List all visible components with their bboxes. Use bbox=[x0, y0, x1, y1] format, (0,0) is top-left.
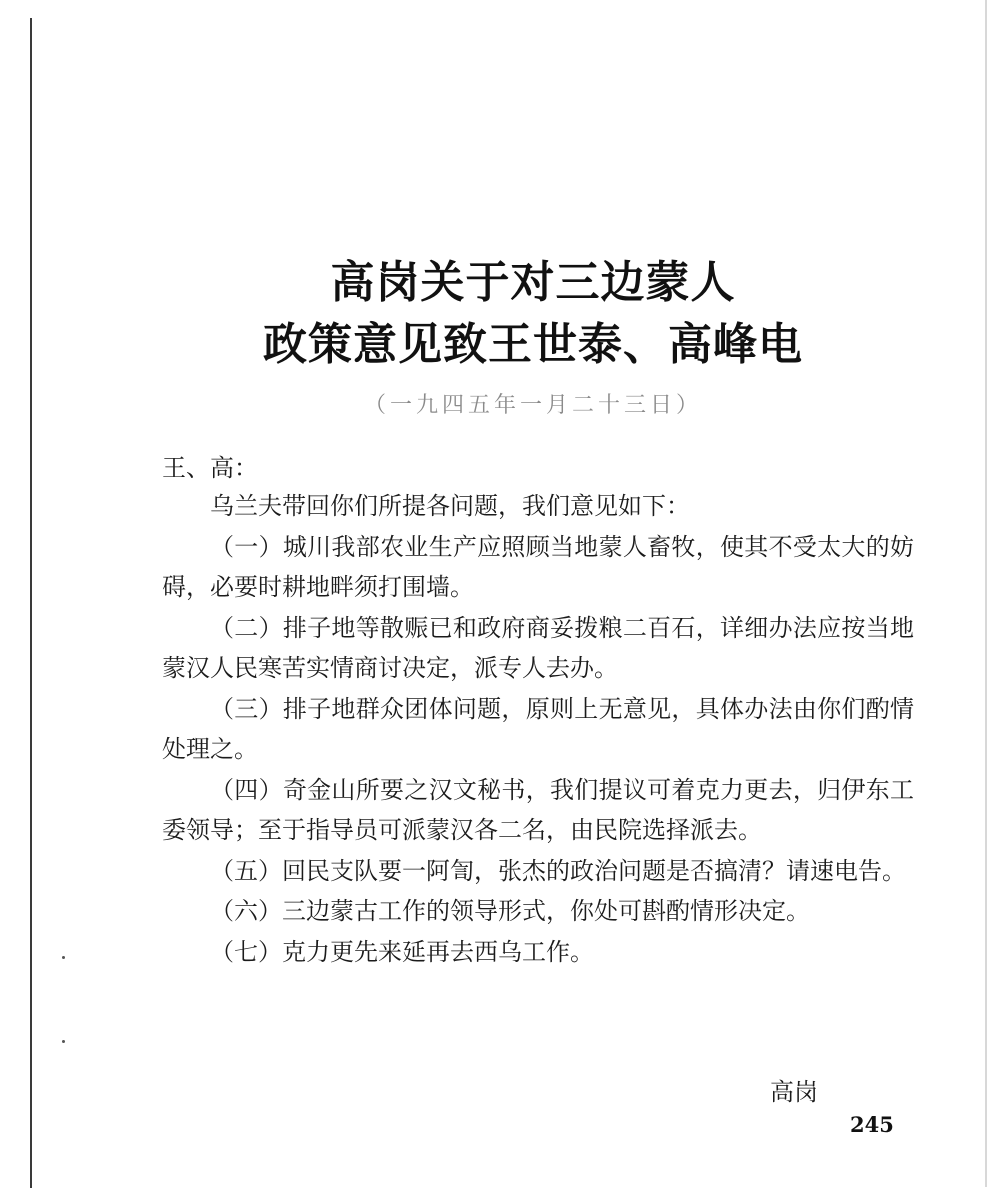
paragraph-intro: 乌兰夫带回你们所提各问题，我们意见如下： bbox=[210, 492, 690, 520]
signature: 高岗 bbox=[770, 1078, 818, 1106]
paragraph-item-7: （七）克力更先来延再去西乌工作。 bbox=[210, 937, 594, 966]
scan-edge-right bbox=[985, 0, 987, 1187]
document-title-line-1: 高岗关于对三边蒙人 bbox=[330, 257, 736, 308]
salutation: 王、高： bbox=[162, 454, 258, 482]
document-body bbox=[162, 486, 914, 972]
paragraph-item-4: （四）奇金山所要之汉文秘书，我们提议可着克力更去，归伊东工委领导；至于指导员可派蒙汉各二名，由民院选择派去。 bbox=[162, 775, 914, 844]
scan-speck bbox=[62, 1040, 65, 1043]
paragraph-item-1: （一）城川我部农业生产应照顾当地蒙人畜牧，使其不受太大的妨碍，必要时耕地畔须打围墙。 bbox=[162, 532, 914, 601]
paragraph-item-3: （三）排子地群众团体问题，原则上无意见，具体办法由你们酌情处理之。 bbox=[162, 694, 914, 763]
paragraph-item-6: （六）三边蒙古工作的领导形式，你处可斟酌情形决定。 bbox=[210, 897, 810, 925]
paragraph-item-2: （二）排子地等散赈已和政府商妥拨粮二百石，详细办法应按当地蒙汉人民寒苦实情商讨决定，派专人去办。 bbox=[162, 613, 914, 682]
page-number: 245 bbox=[850, 1112, 894, 1137]
scan-edge-left bbox=[30, 18, 32, 1188]
scan-speck bbox=[62, 956, 65, 959]
document-date: （一九四五年一月二十三日） bbox=[363, 393, 702, 418]
paragraph-item-5: （五）回民支队要一阿訇，张杰的政治问题是否搞清？请速电告。 bbox=[210, 856, 906, 885]
document-title-line-2: 政策意见致王世泰、高峰电 bbox=[263, 319, 803, 370]
